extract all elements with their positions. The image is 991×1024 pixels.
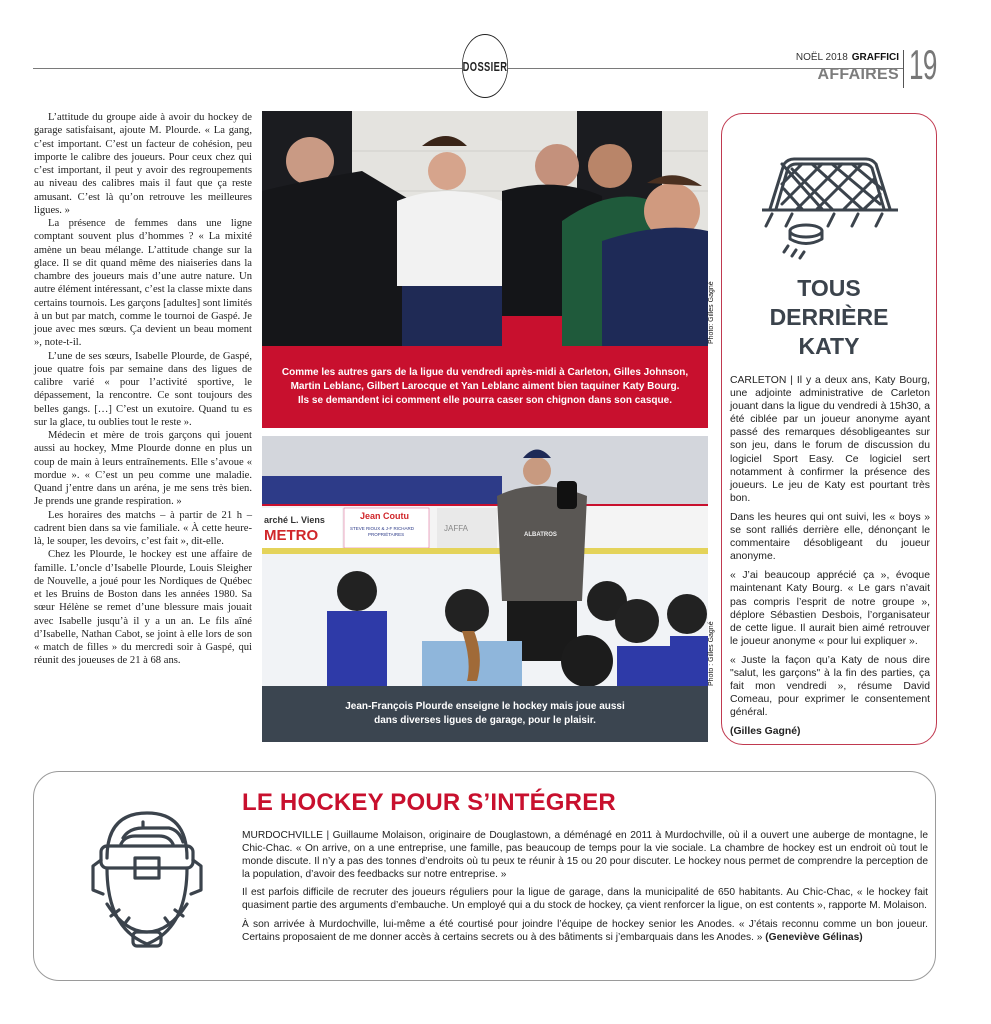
box-byline: (Geneviève Gélinas): [765, 931, 863, 943]
box-paragraph: Il est parfois difficile de recruter des joueurs réguliers pour la ligue de garage, dans la municipalité de 650 habitants. Au Chic-Chac, « le hockey fait quasiment partie des arguments d’embauche. Un employé qui a du stock de hockey, ça vient renforcer la ligue, on est contents », rapporte M. Molaison.: [242, 887, 928, 912]
article-paragraph: Les horaires des matchs – à partir de 21 h – cadrent bien dans sa vie familiale. « À cette heure-là, le souper, les devoirs, c’est fait », dit-elle.: [34, 509, 252, 547]
sidebar-paragraph: Dans les heures qui ont suivi, les « boys » se sont ralliés derrière elle, dénonçant le commentaire désobligeant du joueur anonyme.: [730, 511, 930, 563]
bottom-box: [33, 771, 936, 981]
hockey-helmet-icon: [89, 808, 205, 950]
caption-line: Martin Leblanc, Gilbert Larocque et Yan Leblanc aiment bien taquiner Katy Bourg.: [290, 381, 680, 392]
box-title: LE HOCKEY POUR S’INTÉGRER: [242, 789, 616, 816]
photo-credit: Photo : Gilles Gagné: [708, 621, 715, 686]
photo-caption-dark: [262, 686, 708, 742]
box-paragraph-text: À son arrivée à Murdochville, lui-même a été courtisé pour joindre l’équipe de hockey senior les Anodes. « J’étais reconnu comme un bon joueur. Certains proposaient de me donner accès à certains secrets ou à des bâtiments si j’embarquais dans les Anodes. »: [242, 918, 928, 943]
article-left-column: [34, 111, 252, 668]
caption-line: dans diverses ligues de garage, pour le plaisir.: [374, 715, 596, 726]
article-paragraph: Médecin et mère de trois garçons qui jouent aussi au hockey, Mme Plourde donne en plus un coup de main à leurs entraînements. Elle s’avoue « mordue ». « C’est un peu comme une maladie. Quand j’entre dans un aréna, je me sens très bien. Je prends une grande respiration. »: [34, 430, 252, 508]
header-meta: [796, 52, 899, 84]
section-badge: DOSSIER: [462, 34, 508, 98]
box-body: [242, 829, 928, 949]
sidebar-paragraph: CARLETON | Il y a deux ans, Katy Bourg, une adjointe administrative de Carleton jouant dans la ligue du vendredi à 15h30, a été ciblée par un joueur anonyme ayant passé des remarques désobligeantes sur son jeu, dans le forum de discussion du logiciel Sport Easy. Ce logiciel sert notamment à confirmer la présence des joueurs. Le jeu de Katy est pourtant très bon.: [730, 375, 930, 504]
svg-text:Jean Coutu: Jean Coutu: [360, 511, 410, 521]
article-paragraph: L’attitude du groupe aide à avoir du hockey de garage satisfaisant, ajoute M. Plourde. « La gang, c’est important. C’est un facteur de cohésion, peu importe le calibre des joueurs. Pour ceux chez qui c’est important, il peut y avoir des regroupements au niveau des calibres mais il faut que ça reste amusant. C’est là qu’on retrouve les meilleures ligues. »: [34, 112, 252, 216]
issue-date: NOËL 2018: [795, 52, 848, 63]
header-divider: [903, 50, 904, 88]
sidebar-title: [722, 274, 936, 361]
svg-text:STEVE RIOUX & J-F RICHARD: STEVE RIOUX & J-F RICHARD: [350, 526, 415, 531]
svg-text:JAFFA: JAFFA: [444, 524, 469, 533]
sidebar-byline: (Gilles Gagné): [730, 726, 801, 738]
photo-ice-rink-illustration: [262, 436, 708, 686]
publication-name: GRAFFICI: [851, 52, 899, 63]
sidebar-title-line: DERRIÈRE: [769, 304, 889, 330]
svg-text:PROPRIÉTAIRES: PROPRIÉTAIRES: [368, 532, 405, 537]
svg-text:METRO: METRO: [264, 527, 319, 544]
hockey-net-puck-icon: [762, 154, 898, 266]
sidebar-title-line: KATY: [798, 333, 860, 359]
section-name: AFFAIRES: [817, 66, 899, 83]
sidebar-box: [721, 113, 937, 745]
page-number: 19: [909, 41, 937, 88]
caption-line: Ils se demandent ici comment elle pourra caser son chignon dans son casque.: [297, 395, 672, 406]
article-paragraph: Chez les Plourde, le hockey est une affaire de famille. L’oncle d’Isabelle Plourde, Louis Sleigher de Nouvelle, a joué pour les Nordiques de Québec et les Bruins de Boston dans les années 1980. Sa sœur Hélène se remet d’une blessure mais jouait avec Isabelle jusqu’à il y a un an. Le fils aîné d’Isabelle, Nathan Cabot, se joint à elle lors de son « match de filles » du mercredi soir à Gaspé, qui réunit des joueuses de 21 à 68 ans.: [34, 549, 252, 667]
box-paragraph: MURDOCHVILLE | Guillaume Molaison, originaire de Douglastown, a déménagé en 2011 à Murdochville, où il a ouvert une auberge de montagne, le Chic-Chac. « On arrive, on a une entreprise, une famille, pas beaucoup de temps pour la vie sociale. La chambre de hockey est un endroit où tout le monde discute. Il n’y a pas des tonnes d’endroits où tu peux te réunir à 15 ou 20 pour discuter. Le hockey nous permet de comprendre la perception de la population, d’avoir des feedbacks sur notre entreprise. »: [242, 830, 928, 881]
svg-text:arché L. Viens: arché L. Viens: [264, 515, 325, 525]
photo-locker-room-illustration: [262, 111, 708, 346]
sidebar-paragraph: « J’ai beaucoup apprécié ça », évoque maintenant Katy Bourg. « Le gars n’avait pas compris l’esprit de notre groupe », déplore Sébastien Desbois, l’organisateur de cette ligue. Il aurait bien aimé retrouver le joueur anonyme « pour lui expliquer ».: [730, 570, 930, 647]
photo-credit: Photo: Gilles Gagné: [708, 281, 715, 344]
sidebar-body: [730, 374, 930, 744]
caption-line: Comme les autres gars de la ligue du vendredi après-midi à Carleton, Gilles Johnson,: [281, 367, 689, 378]
photo-ice-rink: [262, 436, 708, 686]
sidebar-title-line: TOUS: [797, 275, 861, 301]
box-paragraph: [242, 918, 928, 944]
article-paragraph: L’une de ses sœurs, Isabelle Plourde, de Gaspé, joue quatre fois par semaine dans des ligues de calibre varié « pour l’activité sportive, le dépassement, la rencontre. Ce sont toujours des belles gangs. […] C’est un exutoire. Quand tu es sur la glace, tu oublies tout le reste ».: [34, 350, 252, 428]
issue-line: [796, 52, 899, 63]
photo-caption-red: [262, 346, 708, 428]
sidebar-paragraph: « Juste la façon qu’a Katy de nous dire "salut, les garçons" à la fin des parties, ça fait mon vendredi », résume David Comeau, pour exprimer le consentement général.: [730, 654, 930, 719]
photo-locker-room: [262, 111, 708, 346]
caption-line: Jean-François Plourde enseigne le hockey mais joue aussi: [345, 701, 625, 712]
article-paragraph: La présence de femmes dans une ligne comptant souvent plus d’hommes ? « La mixité amène un beau mélange. L’attitude change sur la glace. Il se dit quand même des niaiseries dans la chambre des joueurs mais d’une autre nature. Un autre élément intéressant, c’est la classe mixte dans certains tournois. Les garçons [adultes] sont limités à un but par match, comme le tournoi de Gaspé. Je joue avec mes sœurs. Ça devient un beau moment », note-t-il.: [34, 218, 253, 349]
svg-text:ALBATROS: ALBATROS: [524, 532, 557, 538]
